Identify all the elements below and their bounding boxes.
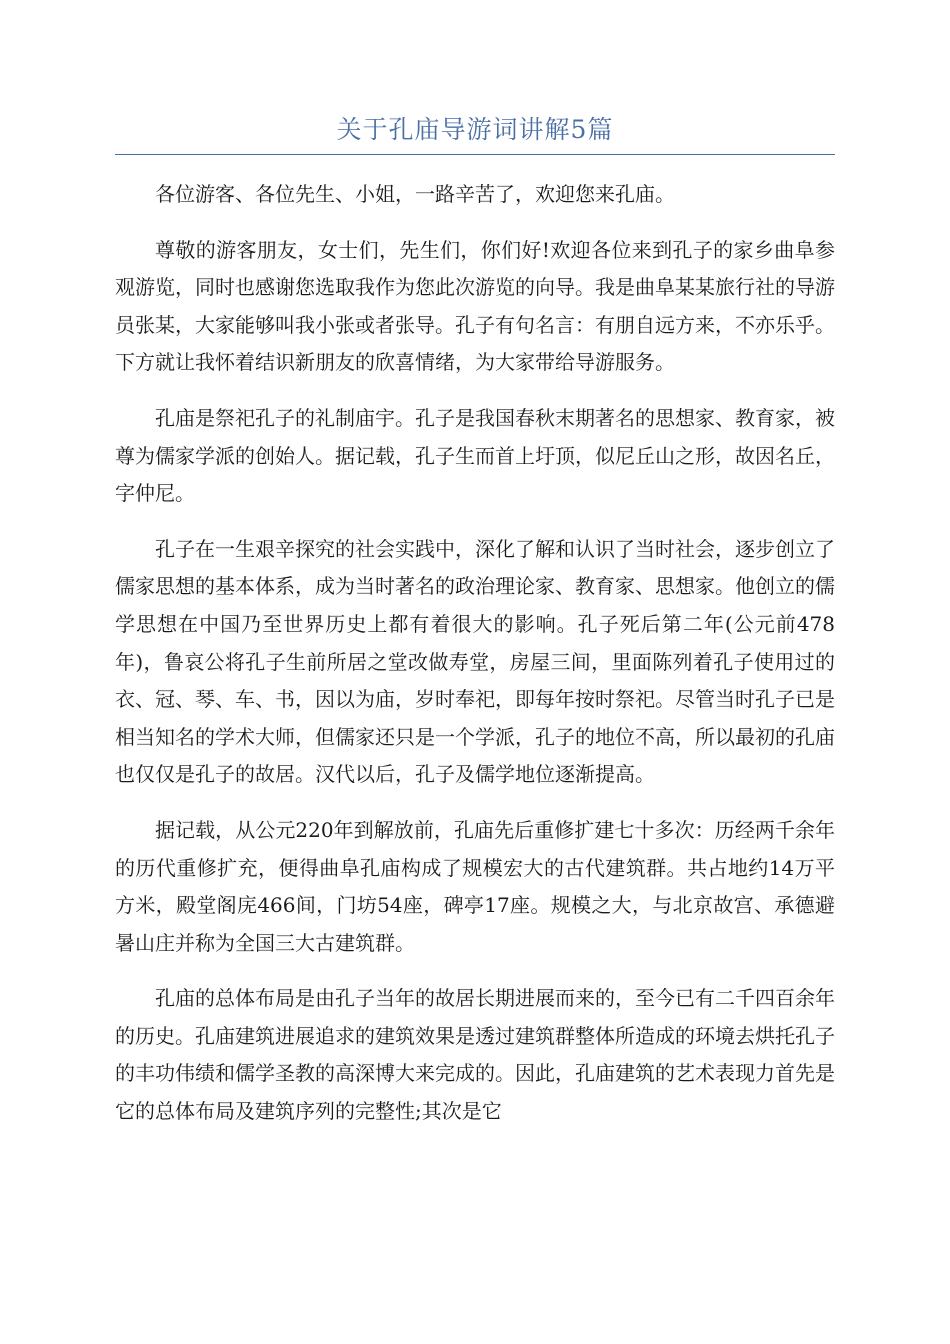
paragraph-temple-intro: 孔庙是祭祀孔子的礼制庙宇。孔子是我国春秋末期著名的思想家、教育家，被尊为儒家学派的创始人。据记载，孔子生而首上圩顶，似尼丘山之形，故因名丘，字仲尼。 [115, 405, 835, 506]
paragraph-expansion: 据记载，从公元220年到解放前，孔庙先后重修扩建七十多次：历经两千余年的历代重修扩充，便得曲阜孔庙构成了规模宏大的古代建筑群。共占地约14万平方米，殿堂阁庑466间，门坊54座，碑亭17座。规模之大，与北京故宫、承德避暑山庄并称为全国三大古建筑群。 [115, 817, 835, 955]
document-body [115, 176, 835, 1149]
paragraph-greeting: 尊敬的游客朋友，女士们，先生们，你们好!欢迎各位来到孔子的家乡曲阜参观游览，同时也感谢您选取我作为您此次游览的向导。我是曲阜某某旅行社的导游员张某，大家能够叫我小张或者张导。孔子有句名言：有朋自远方来，不亦乐乎。下方就让我怀着结识新朋友的欣喜情绪，为大家带给导游服务。 [115, 237, 835, 375]
title-underline [115, 154, 835, 155]
paragraph-layout: 孔庙的总体布局是由孔子当年的故居长期进展而来的，至今已有二千四百余年的历史。孔庙建筑进展追求的建筑效果是透过建筑群整体所造成的环境去烘托孔子的丰功伟绩和儒学圣教的高深博大来完成的。因此，孔庙建筑的艺术表现力首先是它的总体布局及建筑序列的完整性;其次是它 [115, 986, 835, 1124]
paragraph-welcome: 各位游客、各位先生、小姐，一路辛苦了，欢迎您来孔庙。 [155, 182, 675, 206]
paragraph-confucius-history: 孔子在一生艰辛探究的社会实践中，深化了解和认识了当时社会，逐步创立了儒家思想的基本体系，成为当时著名的政治理论家、教育家、思想家。他创立的儒学思想在中国乃至世界历史上都有着很大的影响。孔子死后第二年(公元前478年)，鲁哀公将孔子生前所居之堂改做寿堂，房屋三间，里面陈列着孔子使用过的衣、冠、琴、车、书，因以为庙，岁时奉祀，即每年按时祭祀。尽管当时孔子已是相当知名的学术大师，但儒家还只是一个学派，孔子的地位不高，所以最初的孔庙也仅仅是孔子的故居。汉代以后，孔子及儒学地位逐渐提高。 [115, 536, 835, 787]
document-title: 关于孔庙导游词讲解5篇 [336, 115, 614, 144]
